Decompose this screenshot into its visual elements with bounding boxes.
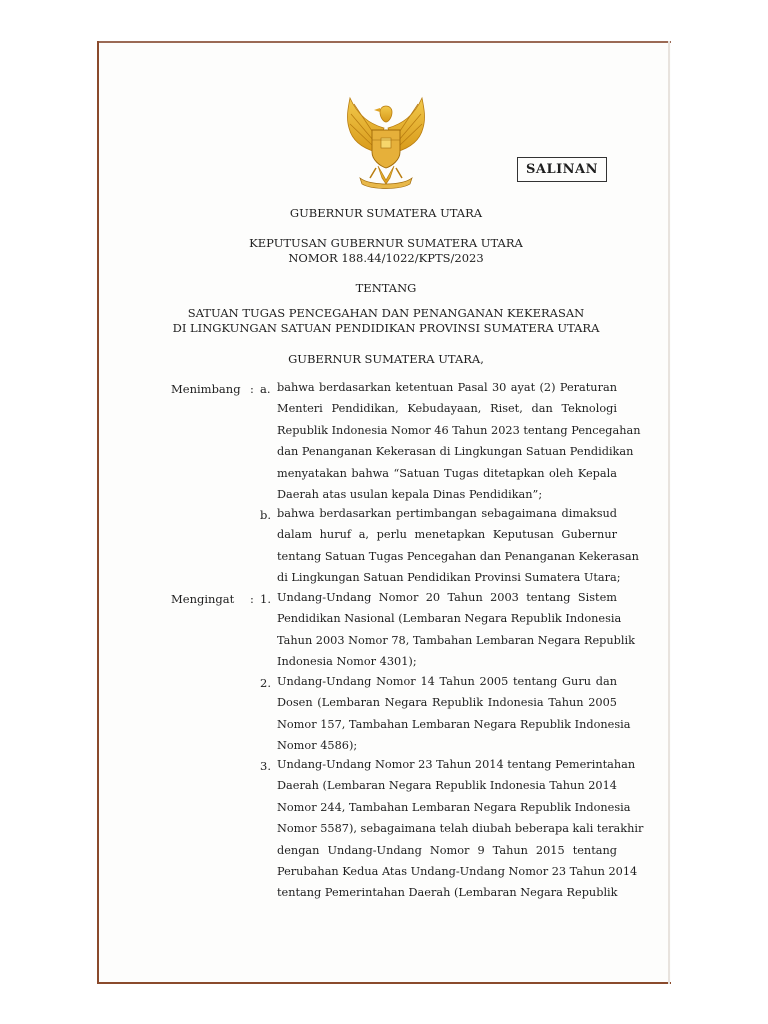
text-line: Tahun 2003 Nomor 78, Tambahan Lembaran Negara Republik [277, 633, 635, 647]
text-line: Dosen (Lembaran Negara Republik Indonesia Tahun 2005 [277, 696, 617, 710]
text-line: Undang-Undang Nomor 20 Tahun 2003 tentang Sistem [277, 591, 617, 604]
mengingat-label: Mengingat [171, 592, 235, 606]
menimbang-colon: : [250, 382, 254, 396]
menimbang-item-b [277, 503, 639, 589]
text-line: dengan Undang-Undang Nomor 9 Tahun 2015 tentang [277, 843, 617, 857]
menimbang-item-a [277, 377, 641, 505]
text-line: Daerah atas usulan kepala Dinas Pendidikan”; [277, 487, 543, 501]
mengingat-item-3 [277, 754, 644, 904]
text-line: Pendidikan Nasional (Lembaran Negara Republik Indonesia [277, 612, 622, 626]
garuda-emblem-icon [340, 94, 432, 192]
text-line: bahwa berdasarkan ketentuan Pasal 30 ayat (2) Peraturan [277, 381, 617, 394]
page-edge [668, 41, 670, 984]
text-line: dan Penanganan Kekerasan di Lingkungan Satuan Pendidikan [277, 445, 634, 459]
text-line: Perubahan Kedua Atas Undang-Undang Nomor 23 Tahun 2014 [277, 864, 638, 878]
text-line: Daerah (Lembaran Negara Republik Indonesia Tahun 2014 [277, 779, 617, 793]
item-marker-b: b. [260, 508, 272, 522]
about-heading: TENTANG [355, 281, 417, 295]
text-line: tentang Satuan Tugas Pencegahan dan Penanganan Kekerasan [277, 549, 639, 563]
mengingat-colon: : [250, 592, 254, 606]
subject-line-1: SATUAN TUGAS PENCEGAHAN DAN PENANGANAN KEKERASAN [187, 306, 585, 320]
mengingat-item-2 [277, 671, 631, 757]
text-line: bahwa berdasarkan pertimbangan sebagaimana dimaksud [277, 507, 617, 520]
text-line: dalam huruf a, perlu menetapkan Keputusan Gubernur [277, 528, 617, 542]
text-line: tentang Pemerintahan Daerah (Lembaran Negara Republik [277, 886, 618, 900]
item-marker-1: 1. [260, 592, 271, 606]
text-line: Indonesia Nomor 4301); [277, 655, 417, 669]
text-line: Republik Indonesia Nomor 46 Tahun 2023 tentang Pencegahan [277, 423, 641, 437]
text-line: Nomor 157, Tambahan Lembaran Negara Republik Indonesia [277, 717, 631, 731]
salinan-stamp: SALINAN [517, 157, 607, 182]
text-line: Nomor 5587), sebagaimana telah diubah beberapa kali terakhir [277, 822, 644, 836]
text-line: Undang-Undang Nomor 23 Tahun 2014 tentang Pemerintahan [277, 758, 636, 771]
text-line: Undang-Undang Nomor 14 Tahun 2005 tentang Guru dan [277, 675, 617, 688]
mengingat-item-1 [277, 587, 635, 673]
decree-title: KEPUTUSAN GUBERNUR SUMATERA UTARA [249, 236, 523, 250]
decree-number: NOMOR 188.44/1022/KPTS/2023 [288, 251, 484, 265]
item-marker-a: a. [260, 382, 271, 396]
text-line: Nomor 244, Tambahan Lembaran Negara Republik Indonesia [277, 800, 631, 814]
subject-line-2: DI LINGKUNGAN SATUAN PENDIDIKAN PROVINSI SUMATERA UTARA [172, 321, 600, 335]
text-line: menyatakan bahwa “Satuan Tugas ditetapkan oleh Kepala [277, 466, 617, 480]
text-line: Menteri Pendidikan, Kebudayaan, Riset, dan Teknologi [277, 402, 617, 416]
text-line: di Lingkungan Satuan Pendidikan Provinsi Sumatera Utara; [277, 571, 621, 585]
text-line: Nomor 4586); [277, 739, 358, 753]
item-marker-3: 3. [260, 759, 271, 773]
issuer-heading: GUBERNUR SUMATERA UTARA, [288, 352, 484, 366]
governor-title: GUBERNUR SUMATERA UTARA [289, 206, 483, 220]
item-marker-2: 2. [260, 676, 271, 690]
menimbang-label: Menimbang [171, 382, 241, 396]
